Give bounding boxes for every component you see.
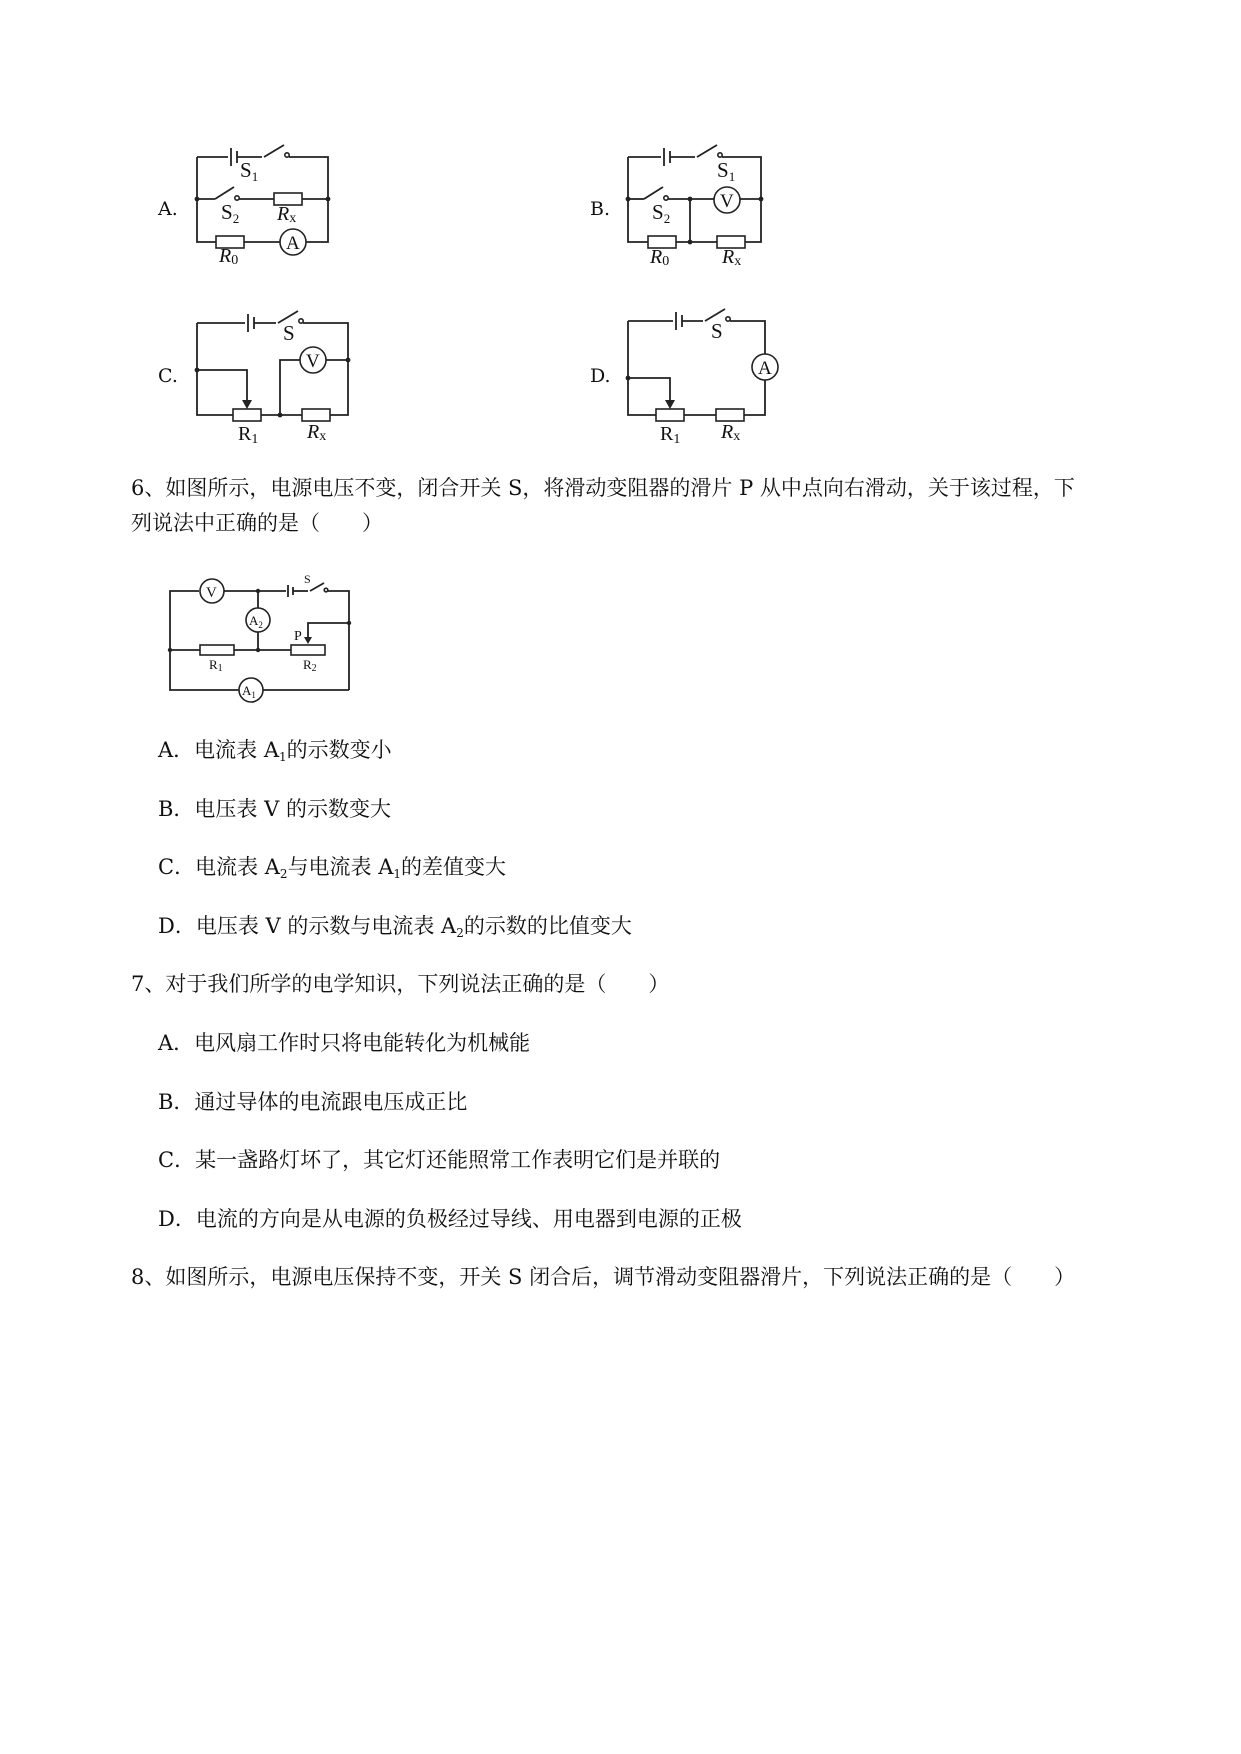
q7-stem: 7、对于我们所学的电学知识，下列说法正确的是（ ） bbox=[131, 972, 670, 996]
r1-label: R1 bbox=[238, 423, 259, 447]
s1-label: S1 bbox=[240, 158, 259, 184]
q5-option-d-label[interactable]: D. bbox=[590, 365, 611, 387]
s-label: S bbox=[283, 321, 295, 345]
q5-option-b-label[interactable]: B. bbox=[590, 198, 611, 220]
r2-label: R2 bbox=[303, 657, 317, 674]
meter-label: A bbox=[286, 233, 300, 254]
q6-stem-line1: 6、如图所示，电源电压不变，闭合开关 S，将滑动变阻器的滑片 P 从中点向右滑动，关于该过程，下 bbox=[131, 476, 1075, 500]
rx-label: Rx bbox=[277, 203, 297, 226]
slider-arrow-icon bbox=[304, 637, 312, 644]
r1-label: R1 bbox=[209, 657, 223, 674]
q7-option-a[interactable]: A．电风扇工作时只将电能转化为机械能 bbox=[158, 1031, 531, 1055]
p-label: P bbox=[294, 629, 302, 644]
switch-icon bbox=[310, 583, 324, 591]
a2-label: $A_2$ bbox=[249, 613, 263, 630]
s2-label: S2 bbox=[652, 200, 671, 226]
rx-label: Rx bbox=[307, 421, 327, 444]
q6-option-a[interactable]: A．电流表 $A_1$的示数变小 bbox=[158, 738, 392, 764]
meter-label: V bbox=[306, 351, 320, 372]
rx-label: Rx bbox=[721, 421, 741, 444]
q7-option-b[interactable]: B．通过导体的电流跟电压成正比 bbox=[158, 1090, 468, 1114]
q8-stem: 8、如图所示，电源电压保持不变，开关 S 闭合后，调节滑动变阻器滑片，下列说法正确的是（ ） bbox=[131, 1265, 1076, 1289]
resistor-r1-icon bbox=[200, 645, 234, 655]
q5-option-c-label[interactable]: C. bbox=[158, 365, 178, 387]
q6-stem-line2: 列说法中正确的是（ ） bbox=[131, 511, 383, 535]
rheostat-r2-icon bbox=[291, 645, 325, 655]
q6-option-b[interactable]: B．电压表 V 的示数变大 bbox=[158, 797, 391, 821]
q7-option-d[interactable]: D．电流的方向是从电源的负极经过导线、用电器到电源的正极 bbox=[158, 1207, 742, 1231]
r0-label: R0 bbox=[219, 245, 239, 268]
q7-option-c[interactable]: C．某一盏路灯坏了，其它灯还能照常工作表明它们是并联的 bbox=[158, 1148, 721, 1172]
v-label: V bbox=[206, 585, 217, 601]
s-label: S bbox=[711, 319, 723, 343]
q6-option-c[interactable]: C．电流表 $A_2$与电流表 $A_1$的差值变大 bbox=[158, 855, 507, 881]
q5-option-a-label[interactable]: A. bbox=[158, 198, 178, 220]
s1-label: S1 bbox=[717, 158, 736, 184]
rx-label: Rx bbox=[722, 246, 742, 269]
meter-label: A bbox=[758, 358, 772, 379]
r1-label: R1 bbox=[660, 423, 681, 447]
q6-option-d[interactable]: D．电压表 V 的示数与电流表 $A_2$的示数的比值变大 bbox=[158, 914, 632, 940]
meter-label: V bbox=[720, 191, 734, 212]
s2-label: S2 bbox=[221, 200, 240, 226]
a1-label: $A_1$ bbox=[242, 683, 256, 700]
r0-label: R0 bbox=[650, 246, 670, 269]
s-label: S bbox=[304, 572, 311, 586]
